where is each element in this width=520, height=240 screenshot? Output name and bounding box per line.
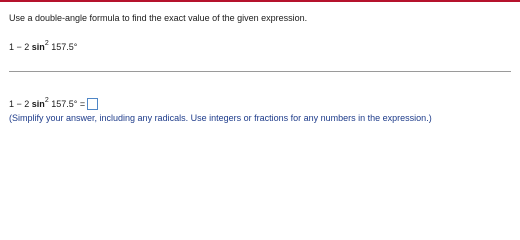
answer-hint: (Simplify your answer, including any radicals. Use integers or fractions for any numbers in the expression.) [9,113,432,123]
expression-lead: 1 − 2 [9,42,30,52]
question-expression [9,42,77,53]
answer-input[interactable] [87,98,98,110]
top-accent-rule [0,0,520,2]
section-divider [9,71,511,72]
answer-expression-power: 2 [44,97,49,104]
answer-expression-angle: 157.5° [51,99,78,109]
answer-expression-function: sin [31,99,45,109]
expression-power: 2 [44,40,49,47]
expression-angle: 157.5° [51,42,78,52]
equals-sign: = [79,99,86,109]
question-instruction: Use a double-angle formula to find the exact value of the given expression. [9,13,308,23]
answer-expression-lead: 1 − 2 [9,99,30,109]
answer-expression [9,98,98,110]
expression-function: sin [31,42,45,52]
